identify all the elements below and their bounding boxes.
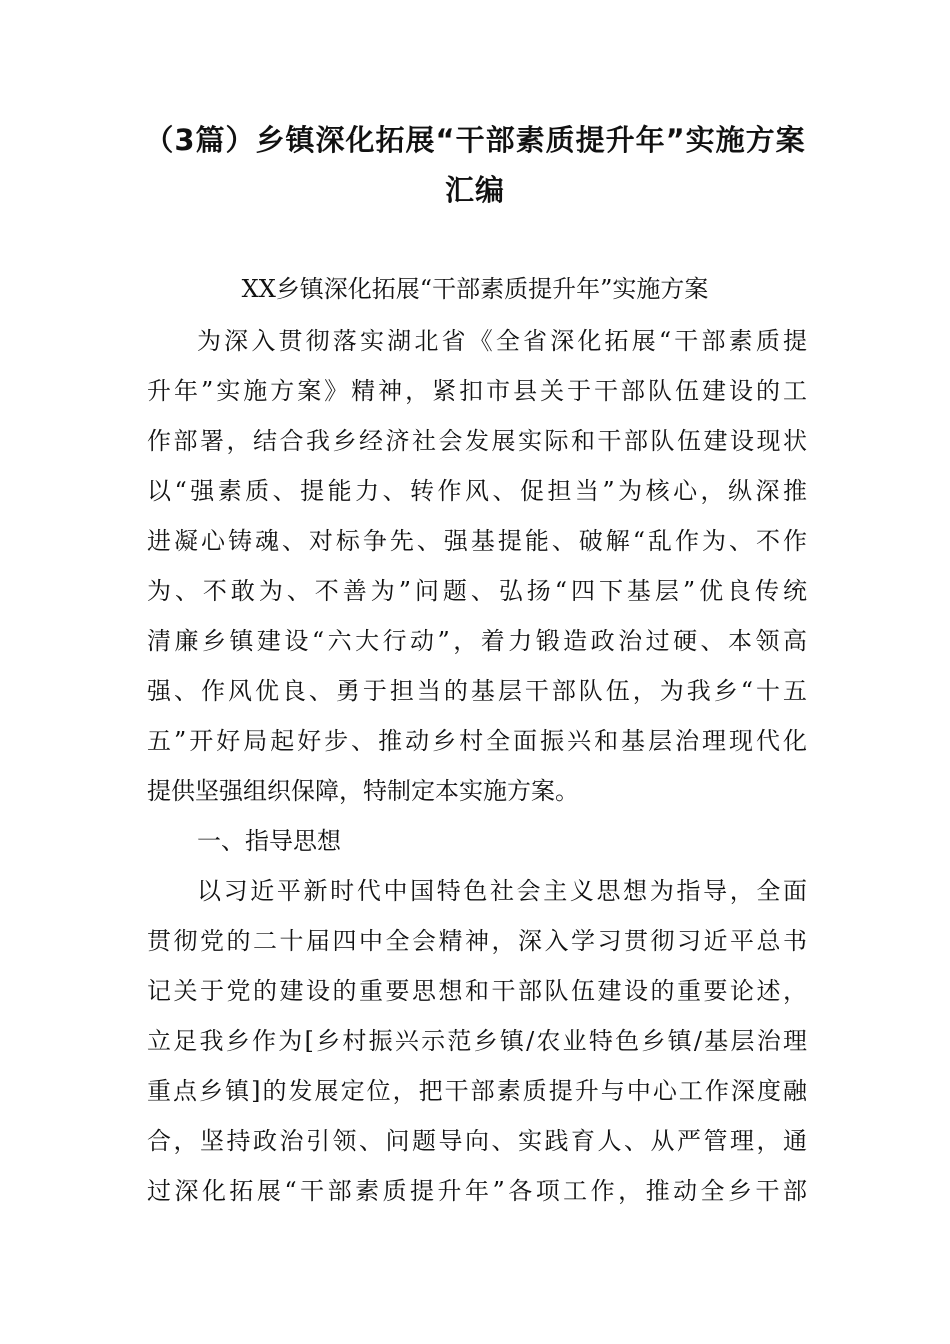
section-heading-guiding-ideology: 一、指导思想	[197, 827, 341, 855]
intro-paragraph-line: 为深入贯彻落实湖北省《全省深化拓展“干部素质提	[197, 327, 807, 355]
section1-paragraph-line: 以习近平新时代中国特色社会主义思想为指导，全面	[197, 877, 807, 905]
section1-paragraph-line: 过深化拓展“干部素质提升年”各项工作，推动全乡干部	[147, 1177, 807, 1205]
section1-paragraph-line: 重点乡镇]的发展定位，把干部素质提升与中心工作深度融	[147, 1077, 807, 1105]
section-subtitle: XX乡镇深化拓展“干部素质提升年”实施方案	[241, 275, 709, 303]
intro-paragraph-line: 升年”实施方案》精神，紧扣市县关于干部队伍建设的工	[147, 377, 807, 405]
intro-paragraph-line: 五”开好局起好步、推动乡村全面振兴和基层治理现代化	[147, 727, 807, 755]
intro-paragraph-line: 进凝心铸魂、对标争先、强基提能、破解“乱作为、不作	[147, 527, 807, 555]
intro-paragraph-line: 强、作风优良、勇于担当的基层干部队伍，为我乡“十五	[147, 677, 807, 705]
section1-paragraph-line: 合，坚持政治引领、问题导向、实践育人、从严管理，通	[147, 1127, 807, 1155]
document-title-line-2: 汇编	[444, 173, 505, 207]
section1-paragraph-line: 立足我乡作为[乡村振兴示范乡镇/农业特色乡镇/基层治理	[147, 1027, 807, 1055]
intro-paragraph-line: 提供坚强组织保障，特制定本实施方案。	[147, 777, 579, 805]
intro-paragraph-line: 作部署，结合我乡经济社会发展实际和干部队伍建设现状	[147, 427, 807, 455]
intro-paragraph-line: 清廉乡镇建设“六大行动”，着力锻造政治过硬、本领高	[147, 627, 807, 655]
intro-paragraph-line: 以“强素质、提能力、转作风、促担当”为核心，纵深推	[147, 477, 807, 505]
section1-paragraph-line: 贯彻党的二十届四中全会精神，深入学习贯彻习近平总书	[147, 927, 807, 955]
intro-paragraph-line: 为、不敢为、不善为”问题、弘扬“四下基层”优良传统	[147, 577, 807, 605]
section1-paragraph-line: 记关于党的建设的重要思想和干部队伍建设的重要论述，	[147, 977, 807, 1005]
document-title-line-1: （3篇）乡镇深化拓展“干部素质提升年”实施方案	[144, 123, 806, 157]
